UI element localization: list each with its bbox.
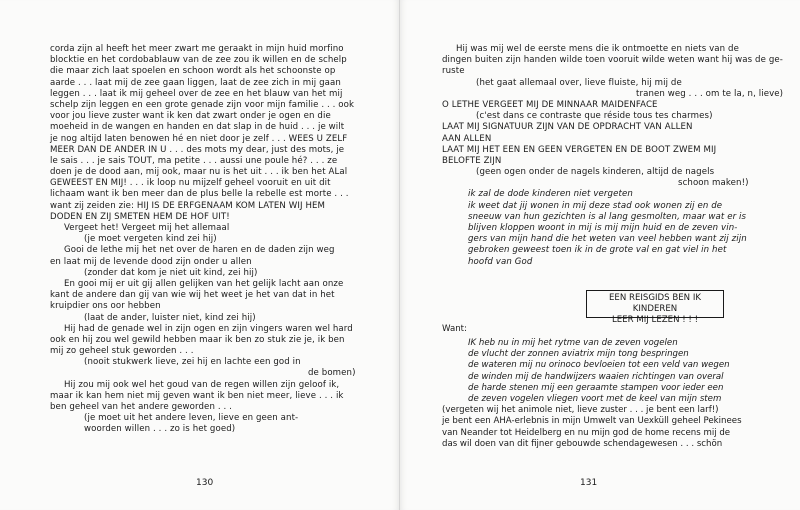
text-line: tranen weg . . . om te la, n, lieve) bbox=[636, 88, 784, 99]
text-line: (het gaat allemaal over, lieve fluiste, hij mij de bbox=[476, 77, 682, 88]
boxed-notice-line: LEER MIJ LEZEN ! ! ! bbox=[611, 315, 699, 325]
text-line: de winden mij de handwijzers waaien richtingen van overal bbox=[468, 371, 724, 382]
right-page-text bbox=[442, 44, 784, 268]
text-line: le sais . . . je sais TOUT, ma petite . . . aussi une poule hé? . . . ze bbox=[50, 155, 338, 166]
page-number: 130 bbox=[196, 478, 214, 488]
text-line: (zonder dat kom je niet uit kind, zei hij) bbox=[84, 267, 258, 278]
text-line: sneeuw van hun gezichten is al lang gesmolten, maar wat er is bbox=[468, 211, 747, 222]
boxed-notice-line: EEN REISGIDS BEN IK KINDEREN bbox=[608, 293, 702, 314]
text-line: ook en hij zou wel gewild hebben maar ik ben zo stuk zie je, ik ben bbox=[50, 334, 345, 345]
text-line: blijven kloppen woont in mij is mij mijn huid en de zeven vin- bbox=[468, 223, 738, 233]
text-line: voor jou lieve zuster want ik ken dat zwart onder je ogen en die bbox=[50, 111, 331, 122]
text-line: kant de andere dan gij van wie wij het weet je het van dat in het bbox=[50, 290, 335, 301]
text-line: lichaam want ik ben meer dan de plus belle la rebelle est morte . . . bbox=[50, 189, 349, 200]
text-line: (c'est dans ce contraste que réside tous tes charmes) bbox=[476, 111, 713, 122]
text-line: (nooit stukwerk lieve, zei hij en lachte een god in bbox=[84, 357, 301, 368]
text-line: BELOFTE ZIJN bbox=[442, 155, 502, 166]
text-line: je nog altijd laten benowen hé en niet door je zelf . . . WEES U ZELF bbox=[50, 133, 348, 144]
text-line: blocktie en het cordobablauw van de zee zou ik willen en de schelp bbox=[50, 55, 347, 66]
text-line: MEER DAN DE ANDER IN U . . . des mots my dear, just des mots, je bbox=[50, 144, 345, 155]
text-line: (geen ogen onder de nagels kinderen, altijd de nagels bbox=[476, 167, 715, 178]
text-line: aarde . . . laat mij de zee gaan liggen, laat de zee zich in mij gaan bbox=[50, 77, 341, 88]
text-line: woorden willen . . . zo is het goed) bbox=[84, 424, 236, 435]
text-line: moeheid in de wangen en handen en dat slap in de huid . . . je wilt bbox=[50, 122, 345, 133]
text-line: Hij had de genade wel in zijn ogen en zijn vingers waren wel hard bbox=[64, 323, 353, 334]
right-page bbox=[400, 0, 800, 510]
text-line: ruste bbox=[442, 66, 465, 77]
text-line: gers van mijn hand die het weten van veel hebben want zij zijn bbox=[468, 234, 747, 245]
text-line: (laat de ander, luister niet, kind zei hij) bbox=[84, 312, 256, 323]
text-line: En gooi mij er uit gij allen gelijken van het gelijk lacht aan onze bbox=[64, 278, 344, 289]
text-line: AAN ALLEN bbox=[442, 133, 492, 144]
boxed-notice bbox=[586, 290, 724, 325]
text-line: schelp zijn leggen en een grote genade zijn voor mijn familie . . . ook bbox=[50, 99, 355, 110]
text-line: O LETHE VERGEET MIJ DE MINNAAR MAIDENFACE bbox=[442, 99, 658, 110]
text-line: schoon maken!) bbox=[678, 178, 749, 189]
text-line: das wil doen van dit fijner gebouwde schendagewesen . . . schön bbox=[442, 438, 723, 449]
page-number: 131 bbox=[580, 478, 598, 488]
text-line: van Neander tot Heidelberg en nu mijn god de home recens mij de bbox=[442, 427, 731, 438]
text-line: LAAT MIJ SIGNATUUR ZIJN VAN DE OPDRACHT VAN ALLEN bbox=[442, 122, 693, 133]
text-line: de wateren mij nu orinoco bevloeien tot een veld van wegen bbox=[468, 360, 730, 371]
text-line: (vergeten wij het animole niet, lieve zuster . . . je bent een larf!) bbox=[442, 405, 719, 416]
want-label: Want: bbox=[442, 324, 467, 334]
text-line: hoofd van God bbox=[468, 256, 533, 267]
text-line: doen je de dood aan, mij ook, maar nu is het uit . . . ik ben het ALal bbox=[50, 167, 348, 178]
text-line: kruipdier ons oor hebben bbox=[50, 301, 161, 312]
left-page-text bbox=[50, 44, 372, 436]
text-line: (je moet vergeten kind zei hij) bbox=[84, 234, 217, 245]
text-line: ik weet dat jij wonen in mij deze stad ook wonen zij en de bbox=[468, 200, 723, 211]
text-line: maar ik kan hem niet mij geven want ik ben niet meer, lieve . . . ik bbox=[50, 390, 344, 401]
text-line: (je moet uit het andere leven, lieve en geen ant- bbox=[84, 413, 299, 424]
text-line: IK heb nu in mij het rytme van de zeven vogelen bbox=[468, 338, 678, 348]
right-page-text-lower bbox=[442, 338, 762, 450]
text-line: die maar zich laat spoelen en schoon wordt als het schoonste op bbox=[50, 66, 336, 77]
text-line: de zeven vogelen vliegen voort met de keel van mijn stem bbox=[468, 393, 722, 404]
text-line: de bomen) bbox=[308, 368, 356, 379]
text-line: want zij zeiden zie: HIJ IS DE ERFGENAAM KOM LATEN WIJ HEM bbox=[50, 200, 326, 211]
text-line: ik zal de dode kinderen niet vergeten bbox=[468, 189, 633, 200]
text-line: leggen . . . laat ik mij geheel over de zee en het blauw van het mij bbox=[50, 88, 343, 99]
text-line: dingen buiten zijn handen wilde toen vooruit wilde weten want hij was de ge- bbox=[442, 55, 783, 66]
text-line: ben geheel van het andere geworden . . . bbox=[50, 402, 232, 412]
text-line: je bent een AHA-erlebnis in mijn Umwelt van Uexküll geheel Pekinees bbox=[442, 416, 742, 427]
text-line: Gooi de lethe mij het net over de haren en de daden zijn weg bbox=[64, 245, 335, 256]
text-line: mij zo geheel stuk geworden . . . bbox=[50, 346, 194, 357]
text-line: DODEN EN ZIJ SMETEN HEM DE HOF UIT! bbox=[50, 211, 230, 222]
text-line: de vlucht der zonnen aviatrix mijn tong bespringen bbox=[468, 349, 689, 360]
text-line: en laat mij de levende dood zijn onder u allen bbox=[50, 256, 252, 267]
text-line: Hij was mij wel de eerste mens die ik ontmoette en niets van de bbox=[456, 44, 739, 54]
text-line: de harde stenen mij een geraamte stampen voor ieder een bbox=[468, 382, 724, 393]
text-line: Hij zou mij ook wel het goud van de regen willen zijn geloof ik, bbox=[64, 379, 340, 390]
text-line: gebroken geweest toen ik in de grote val en gat viel in het bbox=[468, 245, 727, 256]
text-line: LAAT MIJ HET EEN EN GEEN VERGETEN EN DE BOOT ZWEM MIJ bbox=[442, 144, 717, 155]
text-line: Vergeet het! Vergeet mij het allemaal bbox=[64, 223, 230, 233]
text-line: GEWEEST EN MIJ! . . . ik loop nu mijzelf geheel vooruit en uit dit bbox=[50, 178, 331, 189]
text-line: corda zijn al heeft het meer zwart me geraakt in mijn huid morfino bbox=[50, 44, 344, 54]
